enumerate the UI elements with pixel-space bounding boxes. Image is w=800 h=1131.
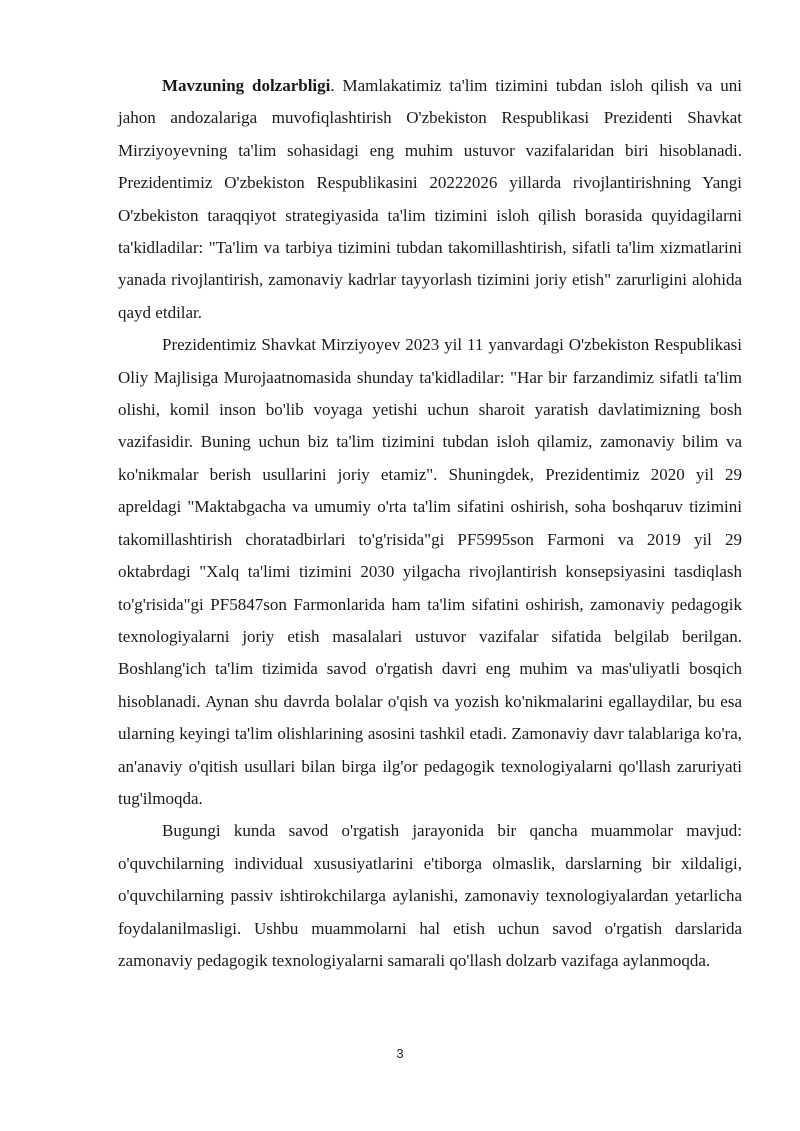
page-number: 3 [396, 1046, 404, 1061]
document-page [118, 70, 742, 977]
section-heading-relevance: Mavzuning dolzarbligi [162, 76, 331, 95]
paragraph-text: . Mamlakatimiz ta'lim tizimini tubdan isloh qilish va uni jahon andozalariga muvofiqlashtirish O'zbekiston Respublikasi Prezidenti Shavkat Mirziyoyevning ta'lim sohasidagi eng muhim ustuvor vazifalaridan biri hisoblanadi. Prezidentimiz O'zbekiston Respublikasini 20222026 yillarda rivojlantirishning Yangi O'zbekiston taraqqiyot strategiyasida ta'lim tizimini isloh qilish borasida quyidagilarni ta'kidladilar: "Ta'lim va tarbiya tizimini tubdan takomillashtirish, sifatli ta'lim xizmatlarini yanada rivojlantirish, zamonaviy kadrlar tayyorlash tizimini joriy etish" zarurligini alohida qayd etdilar. [118, 76, 743, 322]
paragraph-text: Prezidentimiz Shavkat Mirziyoyev 2023 yil 11 yanvardagi O'zbekiston Respublikasi Oliy Majlisiga Murojaatnomasida shunday ta'kidladilar: "Har bir farzandimiz sifatli ta'lim olishi, komil inson bo'lib voyaga yetishi uchun sharoit yaratish davlatimizning bosh vazifasidir. Buning uchun biz ta'lim tizimini tubdan isloh qilamiz, zamonaviy bilim va ko'nikmalar berish usullarini joriy etamiz". Shuningdek, Prezidentimiz 2020 yil 29 apreldagi "Maktabgacha va umumiy o'rta ta'lim sifatini oshirish, soha boshqaruv tizimini takomillashtirish choratadbirlari to'g'risida"gi PF5995son Farmoni va 2019 yil 29 oktabrdagi "Xalq ta'limi tizimini 2030 yilgacha rivojlantirish konsepsiyasini tasdiqlash to'g'risida"gi PF5847son Farmonlarida ham ta'lim sifatini oshirish, zamonaviy pedagogik texnologiyalarni joriy etish masalalari ustuvor vazifalar sifatida belgilab berilgan. Boshlang'ich ta'lim tizimida savod o'rgatish davri eng muhim va mas'uliyatli bosqich hisoblanadi. Aynan shu davrda bolalar o'qish va yozish ko'nikmalarini egallaydilar, bu esa ularning keyingi ta'lim olishlarining asosini tashkil etadi. Zamonaviy davr talablariga ko'ra, an'anaviy o'qitish usullari bilan birga ilg'or pedagogik texnologiyalarni qo'llash zaruriyati tug'ilmoqda. [118, 335, 742, 808]
paragraph-text: Bugungi kunda savod o'rgatish jarayonida bir qancha muammolar mavjud: o'quvchilarning individual xususiyatlarini e'tiborga olmaslik, darslarning bir xildaligi, o'quvchilarning passiv ishtirokchilarga aylanishi, zamonaviy texnologiyalardan yetarlicha foydalanilmasligi. Ushbu muammolarni hal etish uchun savod o'rgatish darslarida zamonaviy pedagogik texnologiyalarni samarali qo'llash dolzarb vazifaga aylanmoqda. [118, 821, 742, 970]
paragraph-problems [118, 815, 742, 977]
paragraph-president-address [118, 329, 742, 815]
paragraph-relevance [118, 70, 742, 329]
